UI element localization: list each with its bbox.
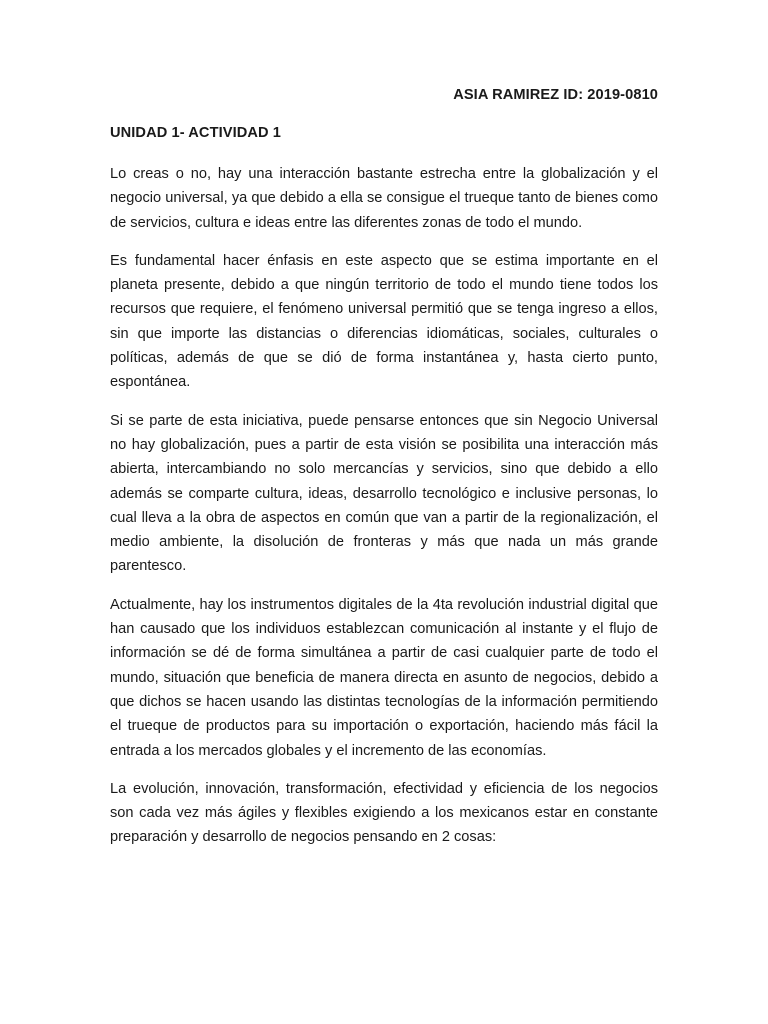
paragraph: Actualmente, hay los instrumentos digitales de la 4ta revolución industrial digital que han causado que los individuos establezcan comunicación al instante y el flujo de información se dé de forma simultánea a partir de casi cualquier parte de todo el mundo, situación que beneficia de manera directa en asunto de negocios, debido a que dichos se hacen usando las distintas tecnologías de la información permitiendo el trueque de productos para su importación o exportación, haciendo más fácil la entrada a los mercados globales y el incremento de las economías.: [110, 596, 658, 759]
paragraph: La evolución, innovación, transformación, efectividad y eficiencia de los negocios son cada vez más ágiles y flexibles exigiendo a los mexicanos estar en constante preparación y desarrollo de negocios pensando en 2 cosas:: [110, 780, 658, 846]
document-heading: UNIDAD 1- ACTIVIDAD 1: [110, 125, 282, 141]
paragraph: Es fundamental hacer énfasis en este aspecto que se estima importante en el planeta presente, debido a que ningún territorio de todo el mundo tiene todos los recursos que requiere, el fenómeno universal permitió que se tenga ingreso a ellos, sin que importe las distancias o diferencias idiomáticas, sociales, culturales o políticas, además de que se dió de forma instantánea y, hasta cierto punto, espontánea.: [110, 252, 658, 391]
author-id-line: ASIA RAMIREZ ID: 2019-0810: [453, 87, 658, 103]
document-body: [110, 162, 658, 864]
paragraph: Lo creas o no, hay una interacción bastante estrecha entre la globalización y el negocio universal, ya que debido a ella se consigue el trueque tanto de bienes como de servicios, cultura e ideas entre las diferentes zonas de todo el mundo.: [110, 166, 658, 231]
paragraph: Si se parte de esta iniciativa, puede pensarse entonces que sin Negocio Universal no hay globalización, pues a partir de esta visión se posibilita una interacción más abierta, intercambiando no solo mercancías y servicios, sino que debido a ello además se comparte cultura, ideas, desarrollo tecnológico e inclusive personas, lo cual lleva a la obra de aspectos en común que van a partir de la regionalización, el medio ambiente, la disolución de fronteras y más que nada un más grande parentesco.: [110, 412, 658, 575]
